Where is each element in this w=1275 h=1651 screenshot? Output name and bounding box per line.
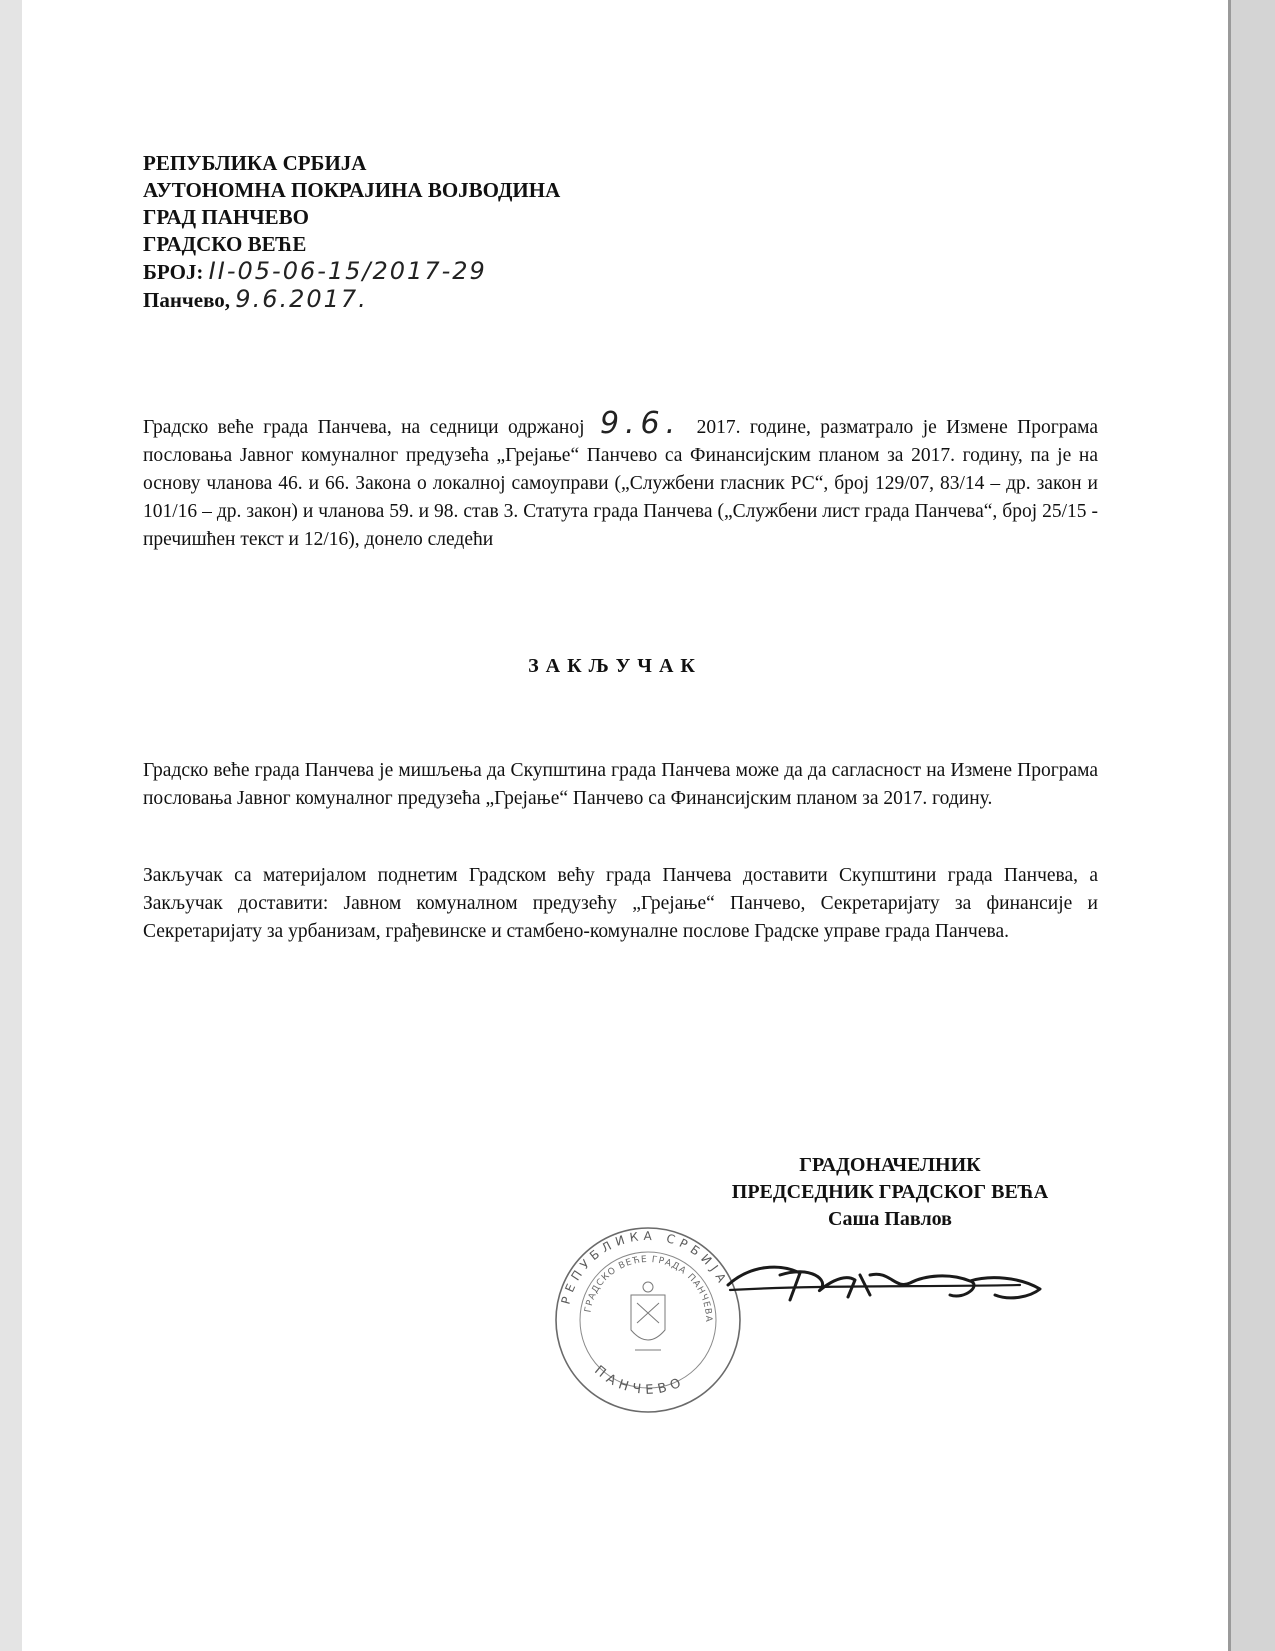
header-province: АУТОНОМНА ПОКРАЈИНА ВОЈВОДИНА [143,178,561,202]
official-seal-icon [553,1225,743,1415]
svg-text:ПАНЧЕВО [591,1363,688,1398]
signatory-name: Саша Павлов [828,1208,952,1230]
handwritten-session-date: 9.6. [599,406,682,441]
header-place-date-row [143,286,560,314]
signatory-role-president: ПРЕДСЕДНИК ГРАДСКОГ ВЕЋА [731,1181,1049,1203]
seal-city-text: ПАНЧЕВО [591,1363,688,1398]
place-label: Панчево, [143,288,231,312]
handwritten-number: II-05-06-15/2017-29 [208,257,487,285]
intro-text-start: Градско веће града Панчева, на седници одржаној [143,417,585,438]
seal-outer-text: РЕПУБЛИКА СРБИЈА [558,1228,732,1306]
intro-paragraph [143,406,1099,554]
header-republic: РЕПУБЛИКА СРБИЈА [143,151,367,175]
seal-inner-text: ГРАДСКО ВЕЋЕ ГРАДА ПАНЧЕВА [583,1254,714,1323]
document-title: ЗАКЉУЧАК [528,655,702,677]
header-number-row [143,258,560,286]
scan-right-edge [1231,0,1275,1651]
number-label: БРОЈ: [143,260,204,284]
signatory-role-mayor: ГРАДОНАЧЕЛНИК [799,1154,981,1176]
scan-left-edge [0,0,22,1651]
delivery-paragraph: Закључак са материјалом поднетим Градском већу града Панчева доставити Скупштини града Панчева, а Закључак доставити: Јавном комуналном предузећу „Грејање“ Панчево, Секретаријату за финансије и Секретаријату за урбанизам, грађевинске и стамбено-комуналне послове Градске управе града Панчева. [143,865,1098,942]
header-council: ГРАДСКО ВЕЋЕ [143,232,307,256]
intro-text-rest: 2017. године, разматрало је Измене Програма пословања Јавног комуналног предузећа „Грејање“ Панчево са Финансијским планом за 2017. годину, па је на основу чланова 46. и 66. Закона о локалној самоуправи („Службени гласник РС“, број 129/07, 83/14 – др. закон и 101/16 – др. закон) и чланова 59. и 98. став 3. Статута града Панчева („Службени лист града Панчева“, број 25/15 - пречишћен текст и 12/16), донело следећи [143,417,1099,550]
handwritten-date: 9.6.2017. [235,285,368,313]
signatory-block [690,1152,1090,1233]
document-header [143,150,560,314]
handwritten-signature-icon [720,1245,1050,1315]
header-city: ГРАД ПАНЧЕВО [143,205,309,229]
decision-paragraph: Градско веће града Панчева је мишљења да Скупштина града Панчева може да да сагласност на Измене Програма пословања Јавног комуналног предузећа „Грејање“ Панчево са Финансијским планом за 2017. годину. [143,760,1098,809]
